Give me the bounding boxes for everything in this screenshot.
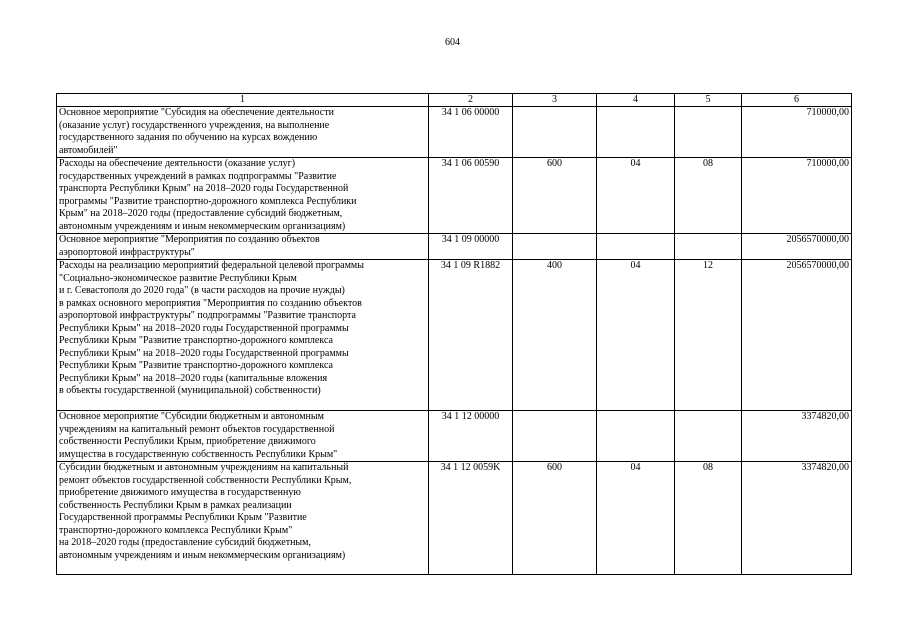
column-header-3: 3: [513, 94, 597, 107]
row-expense-type: [513, 234, 597, 260]
row-section: [597, 411, 675, 462]
column-header-2: 2: [429, 94, 513, 107]
row-subsection: 08: [675, 462, 742, 575]
row-name: Основное мероприятие "Мероприятия по созданию объектов аэропортовой инфраструктуры": [57, 234, 429, 260]
row-subsection: [675, 234, 742, 260]
row-target-code: 34 1 12 0059K: [429, 462, 513, 575]
table-row: [57, 107, 852, 158]
row-expense-type: [513, 107, 597, 158]
row-target-code: 34 1 09 R1882: [429, 260, 513, 411]
row-section: [597, 234, 675, 260]
row-name: Основное мероприятие "Субсидии бюджетным и автономным учреждениям на капитальный ремонт объектов государственной собственности Республики Крым, приобретение движимого имущества в государственную собственность Республики Крым": [57, 411, 429, 462]
row-target-code: 34 1 06 00590: [429, 158, 513, 234]
row-amount: 710000,00: [742, 107, 852, 158]
budget-table: [56, 93, 852, 575]
row-section: [597, 107, 675, 158]
row-subsection: [675, 411, 742, 462]
row-amount: 2056570000,00: [742, 260, 852, 411]
row-name: Расходы на обеспечение деятельности (оказание услуг) государственных учреждений в рамках подпрограммы "Развитие транспорта Республики Крым" на 2018–2020 годы Государственной программы "Развитие транспортно-дорожного комплекса Республики Крым" на 2018–2020 годы (предоставление субсидий бюджетным, автономным учреждениям и иным некоммерческим организациям): [57, 158, 429, 234]
column-header-6: 6: [742, 94, 852, 107]
row-subsection: [675, 107, 742, 158]
row-amount: 2056570000,00: [742, 234, 852, 260]
row-name: Субсидии бюджетным и автономным учреждениям на капитальный ремонт объектов государственной собственности Республики Крым, приобретение движимого имущества в государственную собственность Республики Крым в рамках реализации Государственной программы Республики Крым "Развитие транспортно-дорожного комплекса Республики Крым" на 2018–2020 годы (предоставление субсидий бюджетным, автономным учреждениям и иным некоммерческим организациям): [57, 462, 429, 575]
column-header-1: 1: [57, 94, 429, 107]
row-name: Расходы на реализацию мероприятий федеральной целевой программы "Социально-экономическое развитие Республики Крым и г. Севастополя до 2020 года" (в части расходов на прочие нужды) в рамках основного мероприятия "Мероприятия по созданию объектов аэропортовой инфраструктуры" подпрограммы "Развитие транспорта Республики Крым" на 2018–2020 годы Государственной программы Республики Крым "Развитие транспортно-дорожного комплекса Республики Крым" на 2018–2020 годы Государственной программы Республики Крым "Развитие транспортно-дорожного комплекса Республики Крым" на 2018–2020 годы (капитальные вложения в объекты государственной (муниципальной) собственности): [57, 260, 429, 411]
table-row: [57, 234, 852, 260]
row-expense-type: 600: [513, 158, 597, 234]
row-expense-type: 600: [513, 462, 597, 575]
column-header-4: 4: [597, 94, 675, 107]
row-amount: 710000,00: [742, 158, 852, 234]
row-amount: 3374820,00: [742, 411, 852, 462]
row-subsection: 08: [675, 158, 742, 234]
row-target-code: 34 1 12 00000: [429, 411, 513, 462]
table-row: [57, 462, 852, 575]
row-expense-type: 400: [513, 260, 597, 411]
row-target-code: 34 1 06 00000: [429, 107, 513, 158]
row-expense-type: [513, 411, 597, 462]
row-target-code: 34 1 09 00000: [429, 234, 513, 260]
column-header-5: 5: [675, 94, 742, 107]
row-amount: 3374820,00: [742, 462, 852, 575]
row-section: 04: [597, 158, 675, 234]
page-number: 604: [445, 37, 460, 48]
table-row: [57, 260, 852, 411]
row-name: Основное мероприятие "Субсидия на обеспечение деятельности (оказание услуг) государственного учреждения, на выполнение государственного задания по обучению на курсах вождению автомобилей": [57, 107, 429, 158]
table-row: [57, 411, 852, 462]
row-subsection: 12: [675, 260, 742, 411]
row-section: 04: [597, 462, 675, 575]
table-row: [57, 158, 852, 234]
row-section: 04: [597, 260, 675, 411]
table-header-row: [57, 94, 852, 107]
